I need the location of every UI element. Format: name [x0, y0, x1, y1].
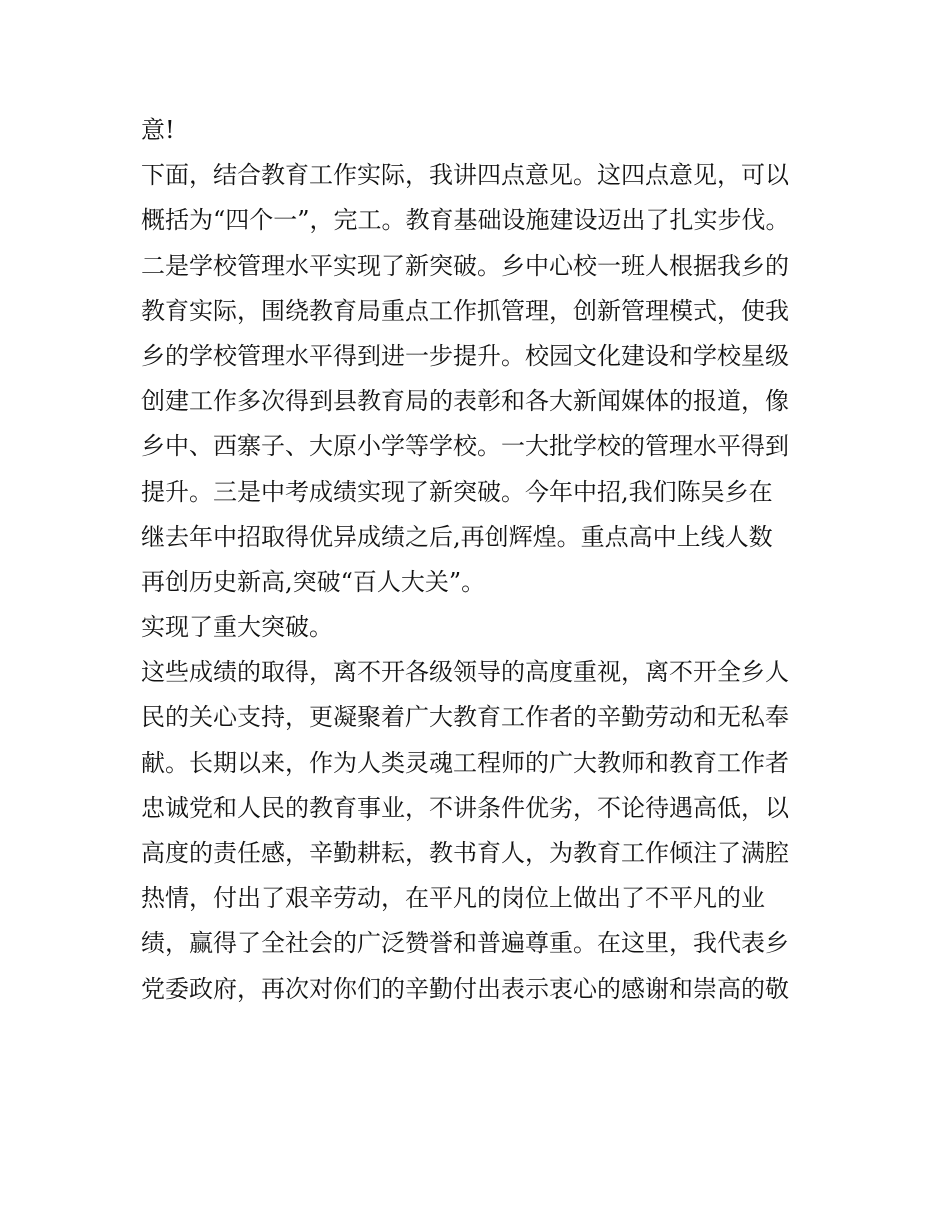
text-line: 提升。三是中考成绩实现了新突破。今年中招,我们陈吴乡在 [141, 477, 773, 506]
text-line: 概括为“四个一”，完工。教育基础设施建设迈出了扎实步伐。 [141, 206, 790, 235]
text-line: 再创历史新高,突破“百人大关”。 [141, 567, 486, 596]
text-line: 民的关心支持，更凝聚着广大教育工作者的辛勤劳动和无私奉 [141, 703, 789, 732]
text-line: 实现了重大突破。 [141, 613, 333, 642]
text-line: 二是学校管理水平实现了新突破。乡中心校一班人根据我乡的 [141, 251, 789, 280]
text-line: 这些成绩的取得，离不开各级领导的高度重视，离不开全乡人 [141, 658, 789, 687]
text-line: 绩，赢得了全社会的广泛赞誉和普遍尊重。在这里，我代表乡 [141, 929, 789, 958]
text-line: 教育实际，围绕教育局重点工作抓管理，创新管理模式，使我 [141, 296, 789, 325]
document-body-text [141, 108, 821, 1012]
text-line: 乡的学校管理水平得到进一步提升。校园文化建设和学校星级 [141, 341, 789, 370]
text-line: 高度的责任感，辛勤耕耘，教书育人，为教育工作倾注了满腔 [141, 839, 789, 867]
text-line: 党委政府，再次对你们的辛勤付出表示衷心的感谢和崇高的敬 [141, 974, 789, 1003]
text-line: 献。长期以来，作为人类灵魂工程师的广大教师和教育工作者 [141, 748, 789, 777]
text-line: 继去年中招取得优异成绩之后,再创辉煌。重点高中上线人数 [141, 522, 773, 551]
text-line: 创建工作多次得到县教育局的表彰和各大新闻媒体的报道，像 [141, 387, 789, 416]
text-line: 下面，结合教育工作实际，我讲四点意见。这四点意见，可以 [141, 161, 789, 190]
text-line: 乡中、西寨子、大原小学等学校。一大批学校的管理水平得到 [141, 432, 789, 461]
text-line: 意! [141, 116, 175, 144]
text-line: 热情，付出了艰辛劳动，在平凡的岗位上做出了不平凡的业 [141, 884, 765, 913]
text-line: 忠诚党和人民的教育事业，不讲条件优劣，不论待遇高低，以 [141, 793, 789, 822]
